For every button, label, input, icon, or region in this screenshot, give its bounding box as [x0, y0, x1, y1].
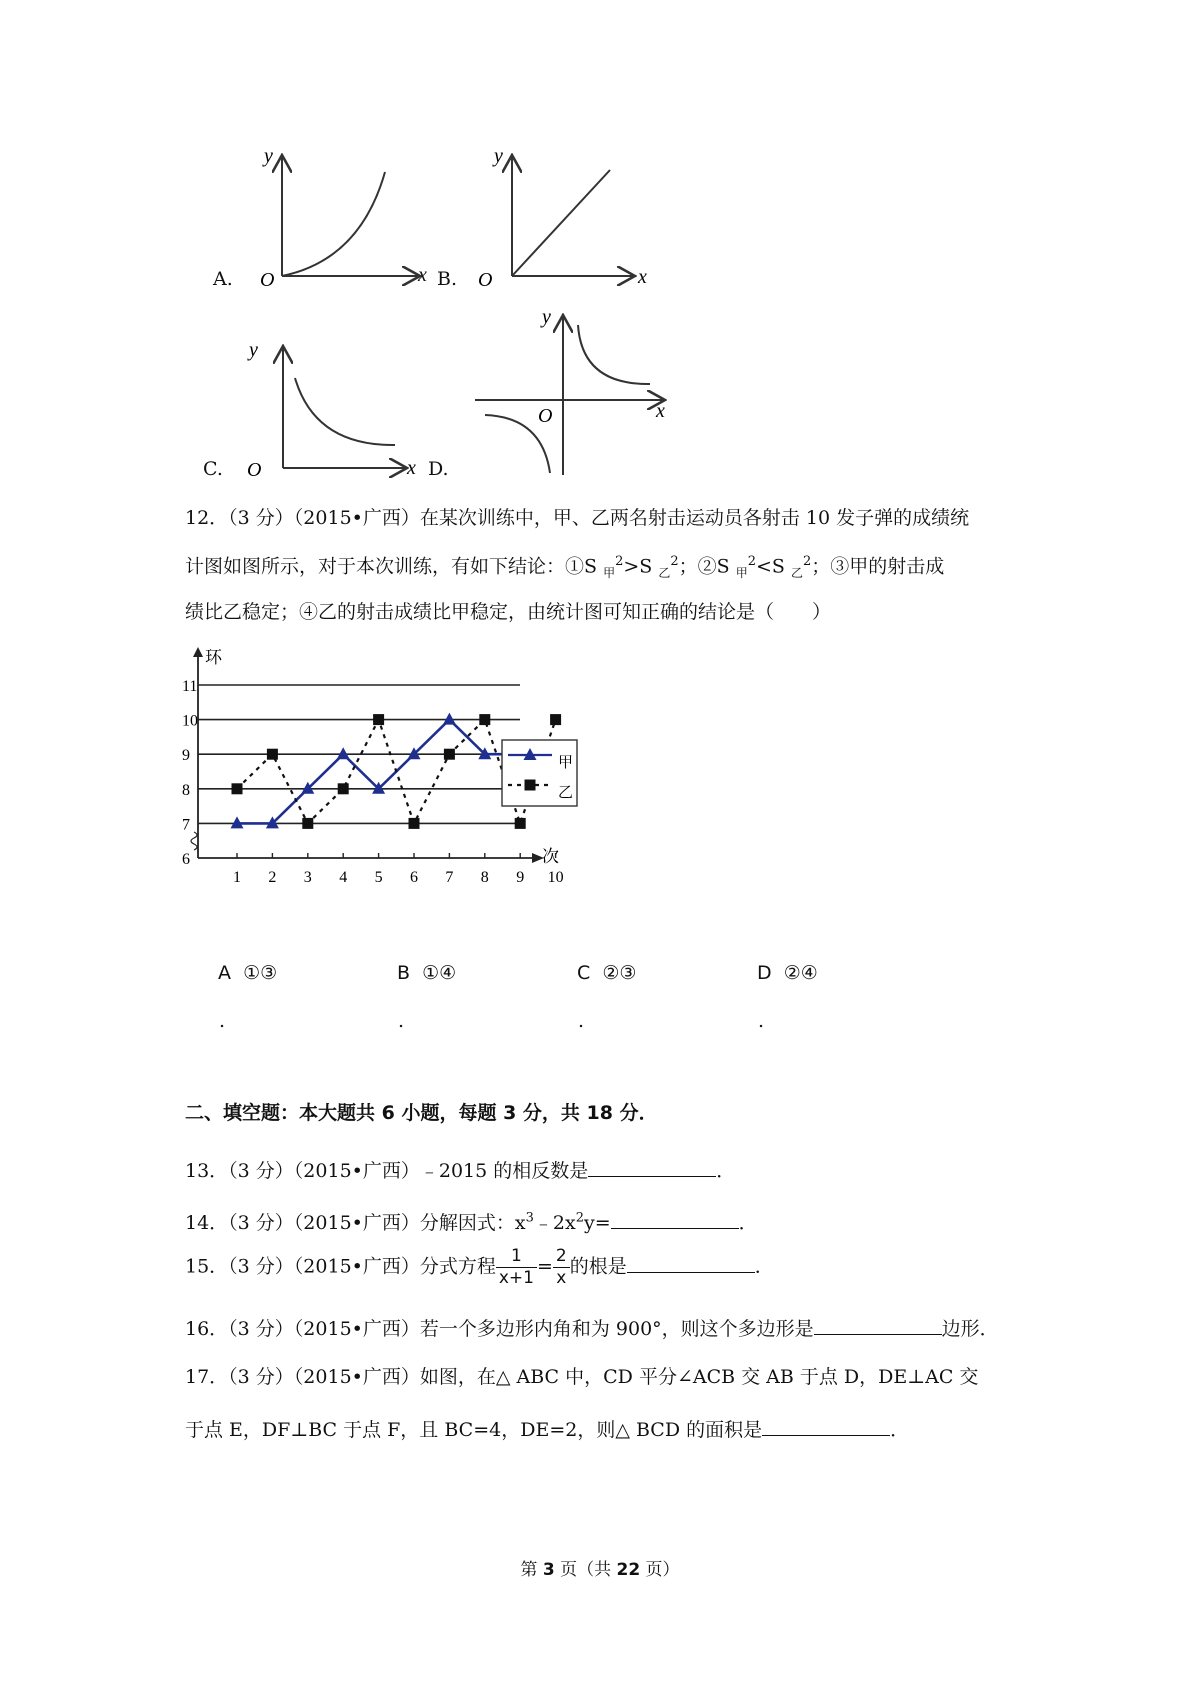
x-tick-label-1: 1	[233, 869, 241, 886]
x-tick-label-9: 9	[516, 869, 525, 886]
q14-answer-blank[interactable]	[611, 1208, 739, 1229]
series-2-point-2	[267, 749, 278, 760]
q16: 16．（3 分）（2015•广西）若一个多边形内角和为 900°，则这个多边形是 边形．	[185, 1314, 999, 1341]
choice-d[interactable]: D ②④	[757, 962, 818, 984]
straight-line	[512, 170, 610, 276]
x-tick-label-3: 3	[303, 869, 312, 886]
x-label-a: x	[418, 264, 427, 286]
x-tick-label-7: 7	[445, 869, 454, 886]
y-tick-label-8: 8	[182, 781, 190, 799]
x-tick-label-8: 8	[480, 869, 489, 886]
q17-answer-blank[interactable]	[762, 1415, 890, 1436]
y-label: y	[264, 145, 273, 167]
option-d-label: D.	[428, 458, 449, 480]
origin-label: O	[260, 269, 275, 291]
y-label: y	[494, 145, 503, 167]
q17-line2: 于点 E，DF⊥BC 于点 F，且 BC=4，DE=2，则△ BCD 的面积是 ．	[185, 1415, 909, 1442]
series-2-point-5	[373, 714, 384, 725]
shooting-score-chart	[180, 645, 610, 945]
q13-answer-blank[interactable]	[588, 1156, 716, 1177]
hyperbola-upper-branch	[578, 325, 650, 384]
chart-y-arrow	[193, 647, 203, 657]
choice-c-dot: .	[578, 1010, 585, 1032]
section-2-heading: 二、填空题：本大题共 6 小题，每题 3 分，共 18 分．	[185, 1102, 658, 1124]
q15-answer-blank[interactable]	[627, 1252, 755, 1273]
x-label: x	[638, 266, 647, 288]
x-label: x	[656, 400, 665, 422]
y-axis-label: 环	[205, 648, 222, 667]
series-2-point-10	[550, 714, 561, 725]
x-tick-label-4: 4	[339, 869, 348, 886]
series-2-point-7	[444, 749, 455, 760]
x-label: x	[407, 457, 416, 479]
increasing-curve	[282, 172, 385, 276]
x-axis-label: 次	[542, 847, 559, 866]
graph-d	[470, 305, 670, 485]
choice-b[interactable]: B ①④	[397, 962, 457, 984]
option-a-label: A.	[213, 268, 233, 290]
series-1-point-4	[337, 747, 350, 759]
legend-marker-2	[525, 780, 536, 791]
graph-a	[250, 145, 425, 291]
series-2-point-9	[515, 818, 526, 829]
graph-b	[478, 145, 655, 291]
x-tick-label-10: 10	[547, 869, 564, 886]
y-tick-label-11: 11	[182, 678, 198, 695]
q15: 15．（3 分）（2015•广西）分式方程 $\frac{1}{x+1}$ = $\frac{2}{x}$ 的根是 ．	[185, 1246, 774, 1288]
decreasing-curve	[295, 378, 395, 445]
q12-line1: 12．（3 分）（2015•广西）在某次训练中，甲、乙两名射击运动员各射击 10 发子弹的成绩统	[185, 507, 970, 529]
origin-label: O	[247, 459, 262, 481]
choice-b-dot: .	[398, 1010, 405, 1032]
graph-c	[235, 338, 425, 481]
series-2-point-4	[338, 783, 349, 794]
page-footer: 第 3 页（共 22 页）	[520, 1560, 680, 1580]
choice-a-dot: .	[219, 1010, 226, 1032]
y-tick-label-9: 9	[182, 747, 190, 765]
series-2-point-6	[409, 818, 420, 829]
series-1-point-7	[443, 713, 456, 725]
choice-c[interactable]: C ②③	[577, 962, 637, 984]
legend-label-2: 乙	[558, 785, 574, 801]
y-label: y	[249, 339, 258, 361]
fraction-2: $\frac{2}{x}$	[553, 1248, 570, 1287]
choice-a[interactable]: A ①③	[218, 962, 278, 984]
fraction-1: $\frac{1}{x+1}$	[496, 1248, 537, 1287]
axis-break-mark	[191, 832, 197, 850]
y-label: y	[542, 306, 551, 328]
x-tick-label-5: 5	[374, 869, 383, 886]
q13: 13．（3 分）（2015•广西）﹣2015 的相反数是 ．	[185, 1156, 735, 1183]
origin-label: O	[538, 405, 553, 427]
option-b-label: B.	[437, 268, 458, 290]
q17-line1: 17．（3 分）（2015•广西）如图，在△ ABC 中，CD 平分∠ACB 交 AB 于点 D，DE⊥AC 交	[185, 1366, 979, 1388]
y-tick-label-7: 7	[182, 816, 190, 834]
choice-d-dot: .	[758, 1010, 765, 1032]
q12-line3: 绩比乙稳定；④乙的射击成绩比甲稳定，由统计图可知正确的结论是（ ）	[185, 601, 832, 623]
q16-answer-blank[interactable]	[814, 1314, 942, 1335]
q12-line2: 计图如图所示，对于本次训练，有如下结论：①S $_甲^2$>S $_乙^2$；②S $_甲^2$<S $_乙^2$；③甲的射击成	[185, 554, 945, 581]
legend-label-1: 甲	[558, 755, 574, 771]
option-c-label: C.	[203, 458, 223, 480]
x-tick-label-6: 6	[410, 869, 418, 886]
origin-label: O	[478, 269, 493, 291]
x-tick-label-2: 2	[268, 869, 277, 886]
series-2-point-3	[302, 818, 313, 829]
y-tick-label-10: 10	[182, 712, 198, 730]
y-tick-label-6: 6	[182, 851, 190, 868]
q14: 14．（3 分）（2015•广西）分解因式：$x^3﹣2x^2y=$ ．	[185, 1208, 758, 1235]
series-2-point-1	[232, 783, 243, 794]
series-2-point-8	[479, 714, 490, 725]
